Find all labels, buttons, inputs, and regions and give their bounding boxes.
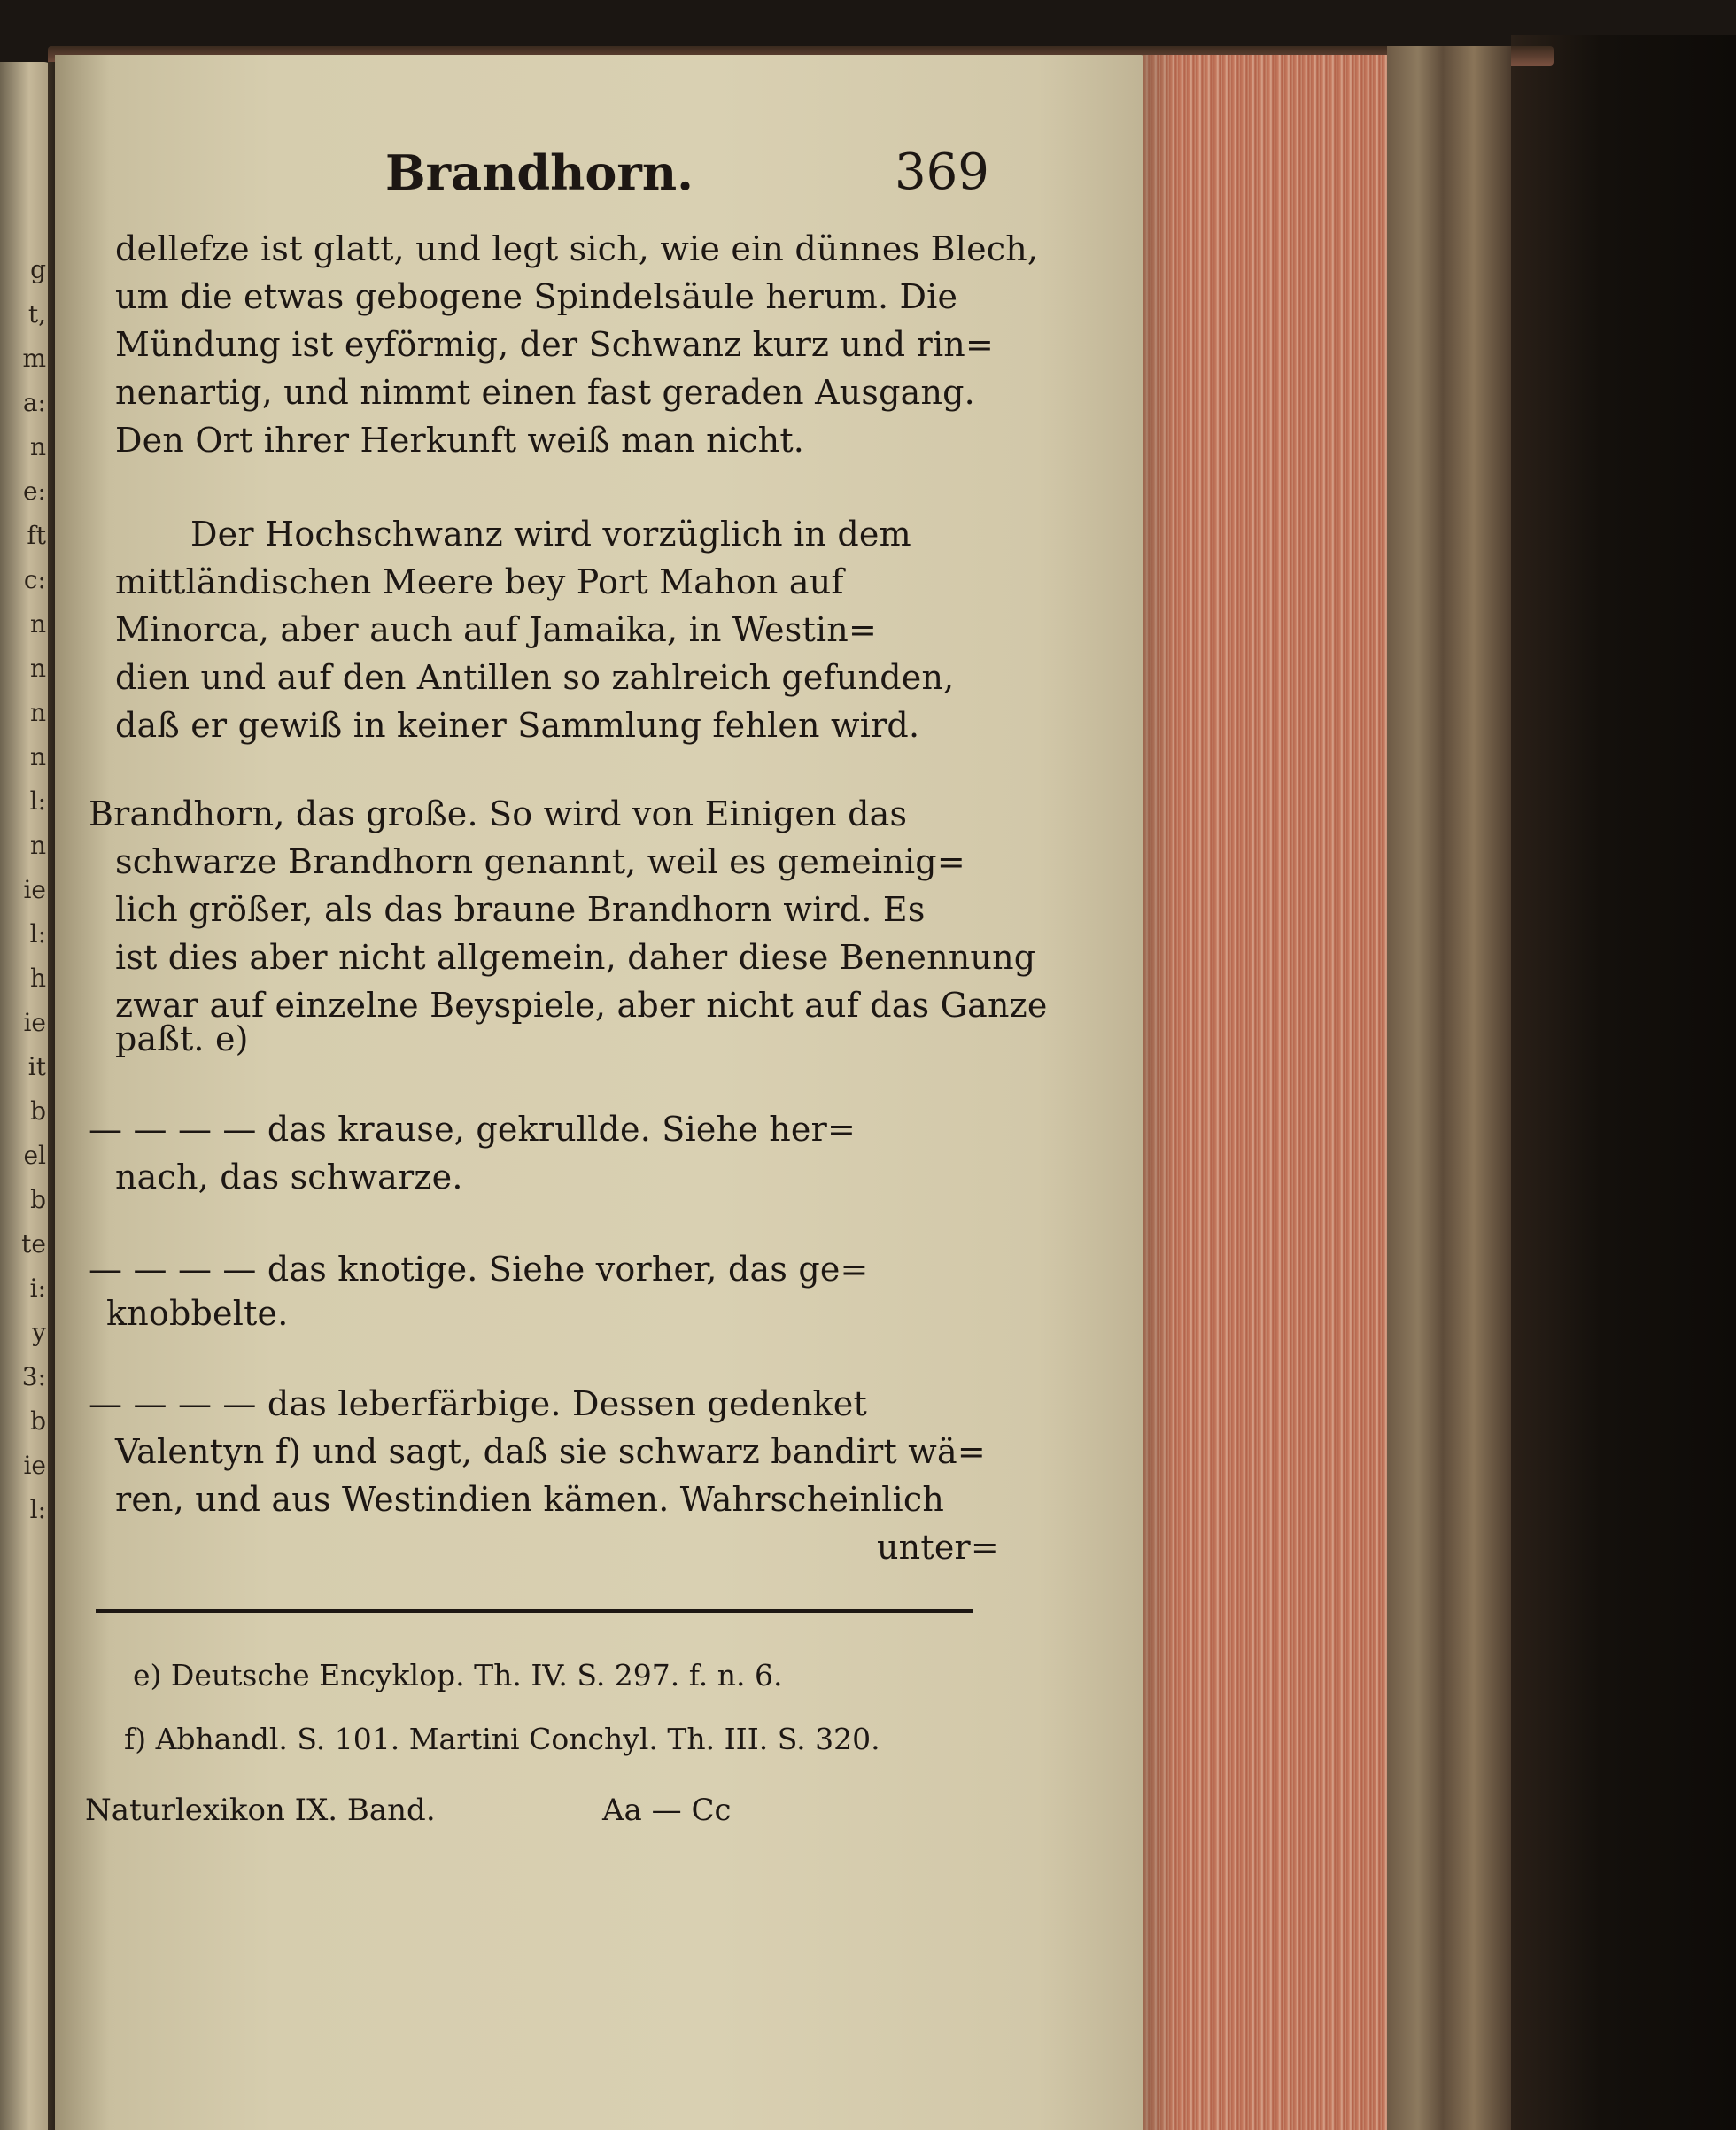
text-line: Valentyn f) und sagt, daß sie schwarz bandirt wä=	[115, 1432, 986, 1471]
left-fragment: n	[29, 654, 46, 683]
text-line: um die etwas gebogene Spindelsäule herum. Die	[115, 277, 958, 316]
text-line: nach, das schwarze.	[115, 1158, 463, 1197]
text-line: mittländischen Meere bey Port Mahon auf	[115, 562, 844, 601]
left-fragment: e:	[22, 476, 46, 506]
left-fragment: a:	[22, 388, 46, 417]
left-fragment: m	[22, 344, 46, 373]
text-line: zwar auf einzelne Beyspiele, aber nicht auf das Ganze	[115, 986, 1048, 1025]
left-fragment: 3:	[21, 1362, 46, 1391]
text-line: ren, und aus Westindien kämen. Wahrscheinlich	[115, 1480, 945, 1519]
text-line: — — — — das krause, gekrullde. Siehe her=	[89, 1110, 856, 1149]
running-head: Brandhorn.	[385, 144, 694, 201]
left-fragment: g	[30, 255, 46, 284]
text-line: ist dies aber nicht allgemein, daher diese Benennung	[115, 938, 1036, 977]
left-fragment: n	[29, 432, 46, 461]
left-fragment: n	[29, 698, 46, 727]
left-fragment: l:	[29, 786, 46, 816]
left-fragment: l:	[29, 1495, 46, 1524]
catchword: unter=	[877, 1528, 999, 1567]
text-line: dien und auf den Antillen so zahlreich gefunden,	[115, 658, 955, 697]
left-fragment: el	[23, 1141, 46, 1170]
left-fragment: it	[27, 1052, 46, 1081]
left-fragment: b	[30, 1406, 46, 1436]
left-fragment: t,	[27, 299, 46, 329]
left-fragment: b	[30, 1185, 46, 1214]
left-fragment: c:	[23, 565, 46, 594]
left-fragment: ie	[23, 875, 46, 904]
text-line: Den Ort ihrer Herkunft weiß man nicht.	[115, 421, 805, 460]
text-line: — — — — das leberfärbige. Dessen gedenket	[89, 1384, 867, 1423]
text-line: daß er gewiß in keiner Sammlung fehlen wird.	[115, 706, 920, 745]
footnote-e: e) Deutsche Encyklop. Th. IV. S. 297. f. n. 6.	[133, 1658, 783, 1692]
text-line: Der Hochschwanz wird vorzüglich in dem	[190, 515, 911, 554]
text-line: — — — — das knotige. Siehe vorher, das ge=	[89, 1250, 869, 1289]
left-fragment: y	[32, 1318, 46, 1347]
text-line: knobbelte.	[106, 1294, 289, 1333]
left-fragment: l:	[29, 919, 46, 949]
left-fragment: b	[30, 1096, 46, 1126]
text-line: Brandhorn, das große. So wird von Einigen das	[89, 794, 908, 833]
footnote-rule	[96, 1609, 973, 1613]
signature-sheet: Aa — Cc	[602, 1793, 732, 1828]
page-number: 369	[895, 143, 989, 201]
left-fragment: n	[29, 609, 46, 639]
left-fragment: ie	[23, 1451, 46, 1480]
text-line: schwarze Brandhorn genannt, weil es gemeinig=	[115, 842, 965, 881]
left-fragment: n	[29, 742, 46, 771]
text-line: dellefze ist glatt, und legt sich, wie ein dünnes Blech,	[115, 229, 1039, 268]
left-fragment: ft	[27, 521, 46, 550]
signature-volume: Naturlexikon IX. Band.	[85, 1793, 436, 1828]
text-line: Minorca, aber auch auf Jamaika, in Westin=	[115, 610, 877, 649]
text-line: lich größer, als das braune Brandhorn wird. Es	[115, 890, 926, 929]
text-line: Mündung ist eyförmig, der Schwanz kurz und rin=	[115, 325, 995, 364]
left-fragment: n	[29, 831, 46, 860]
text-line: nenartig, und nimmt einen fast geraden Ausgang.	[115, 373, 975, 412]
text-line: paßt. e)	[115, 1019, 249, 1058]
left-fragment: ie	[23, 1008, 46, 1037]
left-fragment: h	[29, 964, 46, 993]
left-fragment: i:	[29, 1274, 46, 1303]
footnote-f: f) Abhandl. S. 101. Martini Conchyl. Th. III. S. 320.	[124, 1722, 880, 1756]
left-fragment: te	[21, 1229, 46, 1259]
